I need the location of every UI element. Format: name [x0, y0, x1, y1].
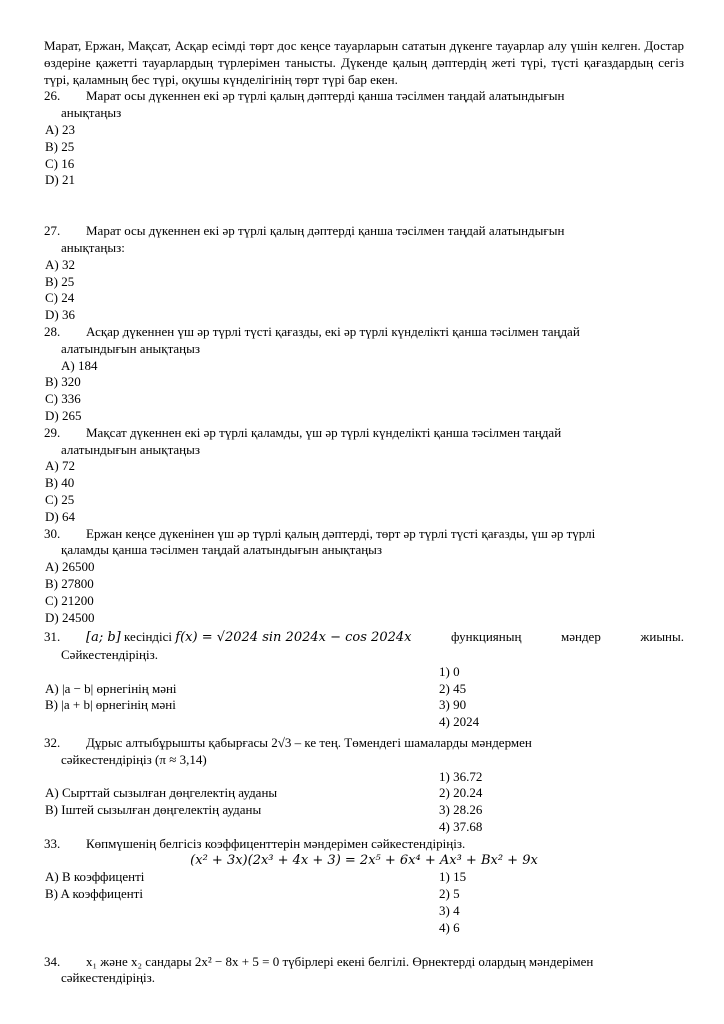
question-34: [44, 954, 684, 988]
question-text: [86, 629, 684, 647]
question-number: 26.: [44, 88, 61, 104]
question-33: [44, 836, 684, 937]
option-b: B) 27800: [45, 575, 94, 591]
option-c: C) 336: [45, 391, 81, 407]
match-left: A) B коэффиценті: [45, 869, 145, 885]
question-28: [44, 324, 684, 425]
question-27: [44, 223, 684, 324]
option-d: D) 64: [45, 508, 75, 524]
question-number: 29.: [44, 424, 61, 440]
function-expression: f(x) = √2024 sin 2024x − cos 2024x: [175, 630, 412, 646]
option-c: C) 16: [45, 155, 75, 171]
question-text-cont: Сәйкестендіріңіз.: [61, 647, 158, 663]
question-text: x₁ және x₂ сандары 2x² − 8x + 5 = 0 түбірлері екені белгілі. Өрнектерді олардың мәндерімен: [86, 953, 594, 969]
question-31: [44, 629, 684, 731]
question-text-cont: анықтаңыз:: [61, 239, 125, 255]
option-b: B) 25: [45, 273, 75, 289]
match-right: 2) 20.24: [439, 785, 483, 801]
match-left: B) A коэффиценті: [45, 886, 143, 902]
match-right: 3) 4: [439, 903, 460, 919]
question-26: [44, 88, 684, 189]
polynomial-equation: (x² + 3x)(2x³ + 4x + 3) = 2x⁵ + 6x⁴ + Ax³ + Bx² + 9x: [190, 852, 538, 868]
question-text: Ержан кеңсе дүкенінен үш әр түрлі қалың дәптерді, төрт әр түрлі түсті қағазды, үш әр түрлі: [86, 525, 596, 541]
match-right: 3) 28.26: [439, 802, 483, 818]
match-right: 1) 0: [439, 663, 460, 679]
question-text: Дұрыс алтыбұрышты қабырғасы 2√3 – ке тең. Төмендегі шамаларды мәндермен: [86, 735, 532, 751]
match-right: 4) 6: [439, 919, 460, 935]
match-right: 2) 45: [439, 680, 467, 696]
matching-table: [44, 769, 684, 836]
option-d: D) 36: [45, 307, 75, 323]
question-number: 32.: [44, 735, 61, 751]
match-right: 1) 15: [439, 869, 467, 885]
question-text-cont: анықтаңыз: [61, 105, 122, 121]
option-d: D) 265: [45, 407, 82, 423]
word-kesindisi: кесіндісі: [123, 629, 173, 645]
question-text: Көпмүшенің белгісіз коэффиценттерін мәндерімен сәйкестендіріңіз.: [86, 835, 466, 851]
question-text-cont: сәйкестендіріңіз (π ≈ 3,14): [61, 751, 207, 767]
matching-table: [44, 664, 684, 731]
option-a: A) 184: [61, 357, 98, 373]
question-text-cont: алатындығын анықтаңыз: [61, 441, 201, 457]
option-a: A) 26500: [45, 559, 95, 575]
option-c: C) 21200: [45, 592, 94, 608]
match-left: [44, 664, 439, 681]
match-left: B) Іштей сызылған дөңгелектің ауданы: [45, 802, 262, 818]
question-text: Марат осы дүкеннен екі әр түрлі қалың дәптерді қанша тәсілмен таңдай алатындығын: [86, 88, 565, 104]
option-a: A) 23: [45, 121, 75, 137]
question-text-cont: сәйкестендіріңіз.: [61, 970, 156, 986]
match-left: [44, 769, 439, 786]
match-left: [44, 920, 439, 937]
option-b: B) 25: [45, 138, 75, 154]
word-funkciyanyn: функцияның: [451, 629, 522, 645]
question-text-cont: қаламды қанша тәсілмен таңдай алатындығын анықтаңыз: [61, 542, 383, 558]
option-b: B) 320: [45, 374, 81, 390]
option-d: D) 24500: [45, 609, 95, 625]
match-left: [44, 819, 439, 836]
option-a: A) 72: [45, 458, 75, 474]
match-right: 1) 36.72: [439, 768, 483, 784]
question-text: Мақсат дүкеннен екі әр түрлі қаламды, үш әр түрлі күнделікті қанша тәсілмен таңдай: [86, 424, 562, 440]
option-d: D) 21: [45, 172, 75, 188]
match-left: A) Сырттай сызылған дөңгелектің ауданы: [45, 785, 278, 801]
option-b: B) 40: [45, 475, 75, 491]
match-right: 4) 2024: [439, 714, 480, 730]
match-left: [44, 903, 439, 920]
option-a: A) 32: [45, 256, 75, 272]
option-c: C) 24: [45, 290, 75, 306]
question-number: 28.: [44, 323, 61, 339]
match-right: 2) 5: [439, 886, 460, 902]
matching-table: [44, 869, 684, 936]
question-number: 34.: [44, 953, 61, 969]
question-30: [44, 526, 684, 627]
question-text-cont: алатындығын анықтаңыз: [61, 340, 201, 356]
match-left: [44, 714, 439, 731]
question-32: [44, 735, 684, 836]
word-mender: мәндер: [560, 629, 601, 645]
question-number: 27.: [44, 223, 61, 239]
match-left: B) |a + b| өрнегінің мәні: [45, 697, 176, 713]
question-number: 30.: [44, 525, 61, 541]
word-zhiyny: жиыны.: [640, 629, 684, 645]
interval-expression: [a; b]: [86, 630, 121, 646]
option-c: C) 25: [45, 491, 75, 507]
document-page: [44, 38, 684, 987]
match-right: 3) 90: [439, 697, 467, 713]
question-number: 33.: [44, 835, 61, 851]
match-right: 4) 37.68: [439, 819, 483, 835]
match-left: A) |a − b| өрнегінің мәні: [45, 680, 177, 696]
intro-paragraph: Марат, Ержан, Мақсат, Асқар есімді төрт дос кеңсе тауарларын сататын дүкенге тауарлар алу үшін келген. Достар өздеріне қажетті тауарлардың түрлерімен танысты. Дүкенде қалың дәптердің жеті түрі, түсті қағаздардың сегіз түрі, қаламның бес түрі, оқушы күнделігінің төрт түрі бар екен.: [44, 38, 684, 87]
question-29: [44, 425, 684, 526]
question-text: Асқар дүкеннен үш әр түрлі түсті қағазды, екі әр түрлі күнделікті қанша тәсілмен таңдай: [86, 323, 580, 339]
question-text: Марат осы дүкеннен екі әр түрлі қалың дәптерді қанша тәсілмен таңдай алатындығын: [86, 223, 565, 239]
question-number: 31.: [44, 629, 61, 645]
